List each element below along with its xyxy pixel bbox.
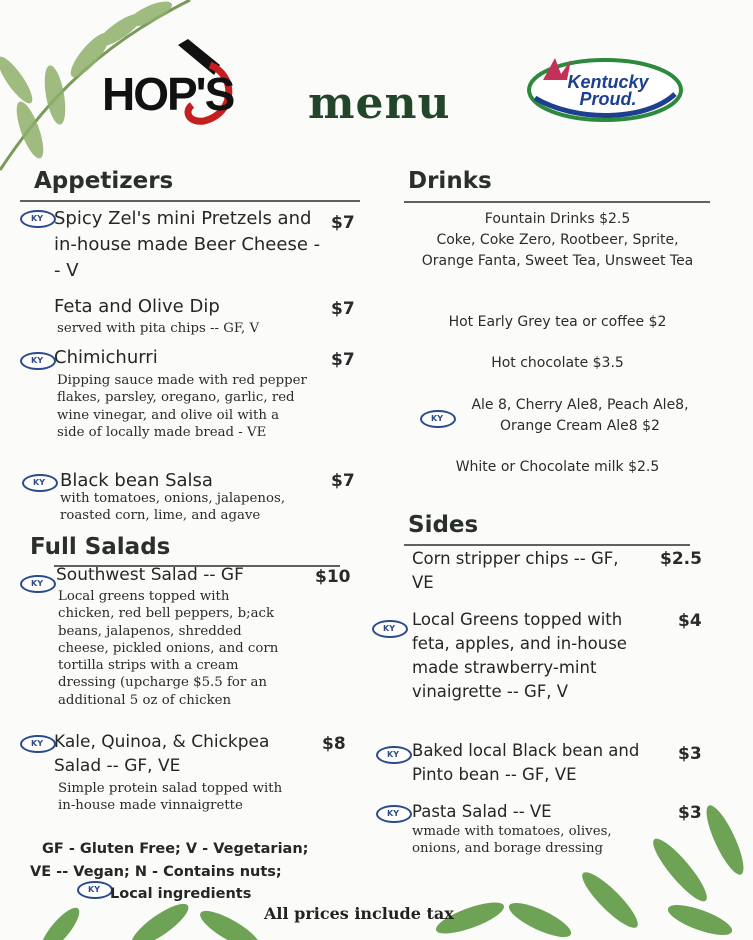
appetizer-description: served with pita chips -- GF, V <box>57 321 260 336</box>
salad-price: $10 <box>315 567 351 587</box>
kentucky-proud-logo <box>525 50 685 124</box>
drink-item: Coke, Coke Zero, Rootbeer, Sprite, Orange Fanta, Sweet Tea, Unsweet Tea <box>421 232 694 269</box>
drink-item: Ale 8, Cherry Ale8, Peach Ale8, Orange Cream Ale8 $2 <box>471 397 689 434</box>
tax-note: All prices include tax <box>264 904 454 923</box>
side-price: $4 <box>678 611 702 631</box>
appetizer-price: $7 <box>331 350 355 370</box>
appetizer-description: Dipping sauce made with red pepper flakes, parsley, oregano, garlic, red wine vinegar, and olive oil with a side of locally made bread - VE <box>57 373 307 440</box>
page-title: menu <box>308 78 451 129</box>
salads-heading: Full Salads <box>30 534 171 560</box>
salad-name: Southwest Salad -- GF <box>56 565 244 585</box>
kentucky-proud-badge-icon <box>376 746 412 764</box>
appetizers-divider <box>20 200 360 202</box>
drink-item: Hot Early Grey tea or coffee $2 <box>448 314 667 330</box>
drink-item: White or Chocolate milk $2.5 <box>455 459 660 475</box>
side-price: $3 <box>678 803 702 823</box>
drink-item: Hot chocolate $3.5 <box>491 355 624 371</box>
salad-name: Kale, Quinoa, & Chickpea Salad -- GF, VE <box>54 732 270 776</box>
kentucky-proud-badge-icon <box>77 881 113 899</box>
side-name: Baked local Black bean and Pinto bean -- GF, VE <box>412 741 640 784</box>
kentucky-proud-badge-icon <box>20 575 56 593</box>
sides-heading: Sides <box>408 512 479 538</box>
side-description: wmade with tomatoes, olives, onions, and borage dressing <box>412 824 612 857</box>
drink-item: Fountain Drinks $2.5 <box>484 211 631 227</box>
appetizer-name: Spicy Zel's mini Pretzels and in-house made Beer Cheese -- V <box>54 208 321 281</box>
drinks-divider <box>404 201 710 203</box>
side-name: Local Greens topped with feta, apples, and in-house made strawberry-mint vinaigrette -- GF, V <box>412 610 627 701</box>
salad-price: $8 <box>322 734 346 754</box>
appetizer-name: Chimichurri <box>54 347 158 368</box>
appetizer-price: $7 <box>331 471 355 491</box>
kentucky-proud-badge-icon <box>20 735 56 753</box>
appetizer-description: with tomatoes, onions, jalapenos, roasted corn, lime, and agave <box>60 491 286 524</box>
appetizers-heading: Appetizers <box>34 168 174 194</box>
side-price: $3 <box>678 744 702 764</box>
side-price: $2.5 <box>660 549 702 569</box>
salad-description: Simple protein salad topped with in-house made vinnaigrette <box>58 781 283 814</box>
kentucky-proud-badge-icon <box>20 210 56 228</box>
kentucky-proud-text: Kentucky Proud. <box>567 72 649 109</box>
drinks-heading: Drinks <box>408 168 492 194</box>
legend-line: GF - Gluten Free; V - Vegetarian; <box>42 841 309 857</box>
appetizer-price: $7 <box>331 213 355 233</box>
kentucky-proud-badge-icon <box>376 805 412 823</box>
side-name: Pasta Salad -- VE <box>412 802 552 821</box>
appetizer-name: Feta and Olive Dip <box>54 296 220 317</box>
salad-description: Local greens topped with chicken, red bell peppers, b;ack beans, jalapenos, shredded cheese, pickled onions, and corn tortilla strips with a cream dressing (upcharge $5.5 for an additional 5 oz of chicken <box>58 589 279 708</box>
kentucky-proud-badge-icon <box>372 620 408 638</box>
appetizer-name: Black bean Salsa <box>60 470 213 491</box>
side-name: Corn stripper chips -- GF, VE <box>412 549 619 592</box>
hops-logo <box>100 35 240 130</box>
sides-divider <box>404 544 690 546</box>
kentucky-proud-badge-icon <box>22 474 58 492</box>
appetizer-price: $7 <box>331 299 355 319</box>
legend-line: Local ingredients <box>110 886 252 902</box>
kentucky-proud-badge-icon <box>20 352 56 370</box>
legend-line: VE -- Vegan; N - Contains nuts; <box>30 864 282 880</box>
brand-name: HOP'S <box>102 68 234 120</box>
